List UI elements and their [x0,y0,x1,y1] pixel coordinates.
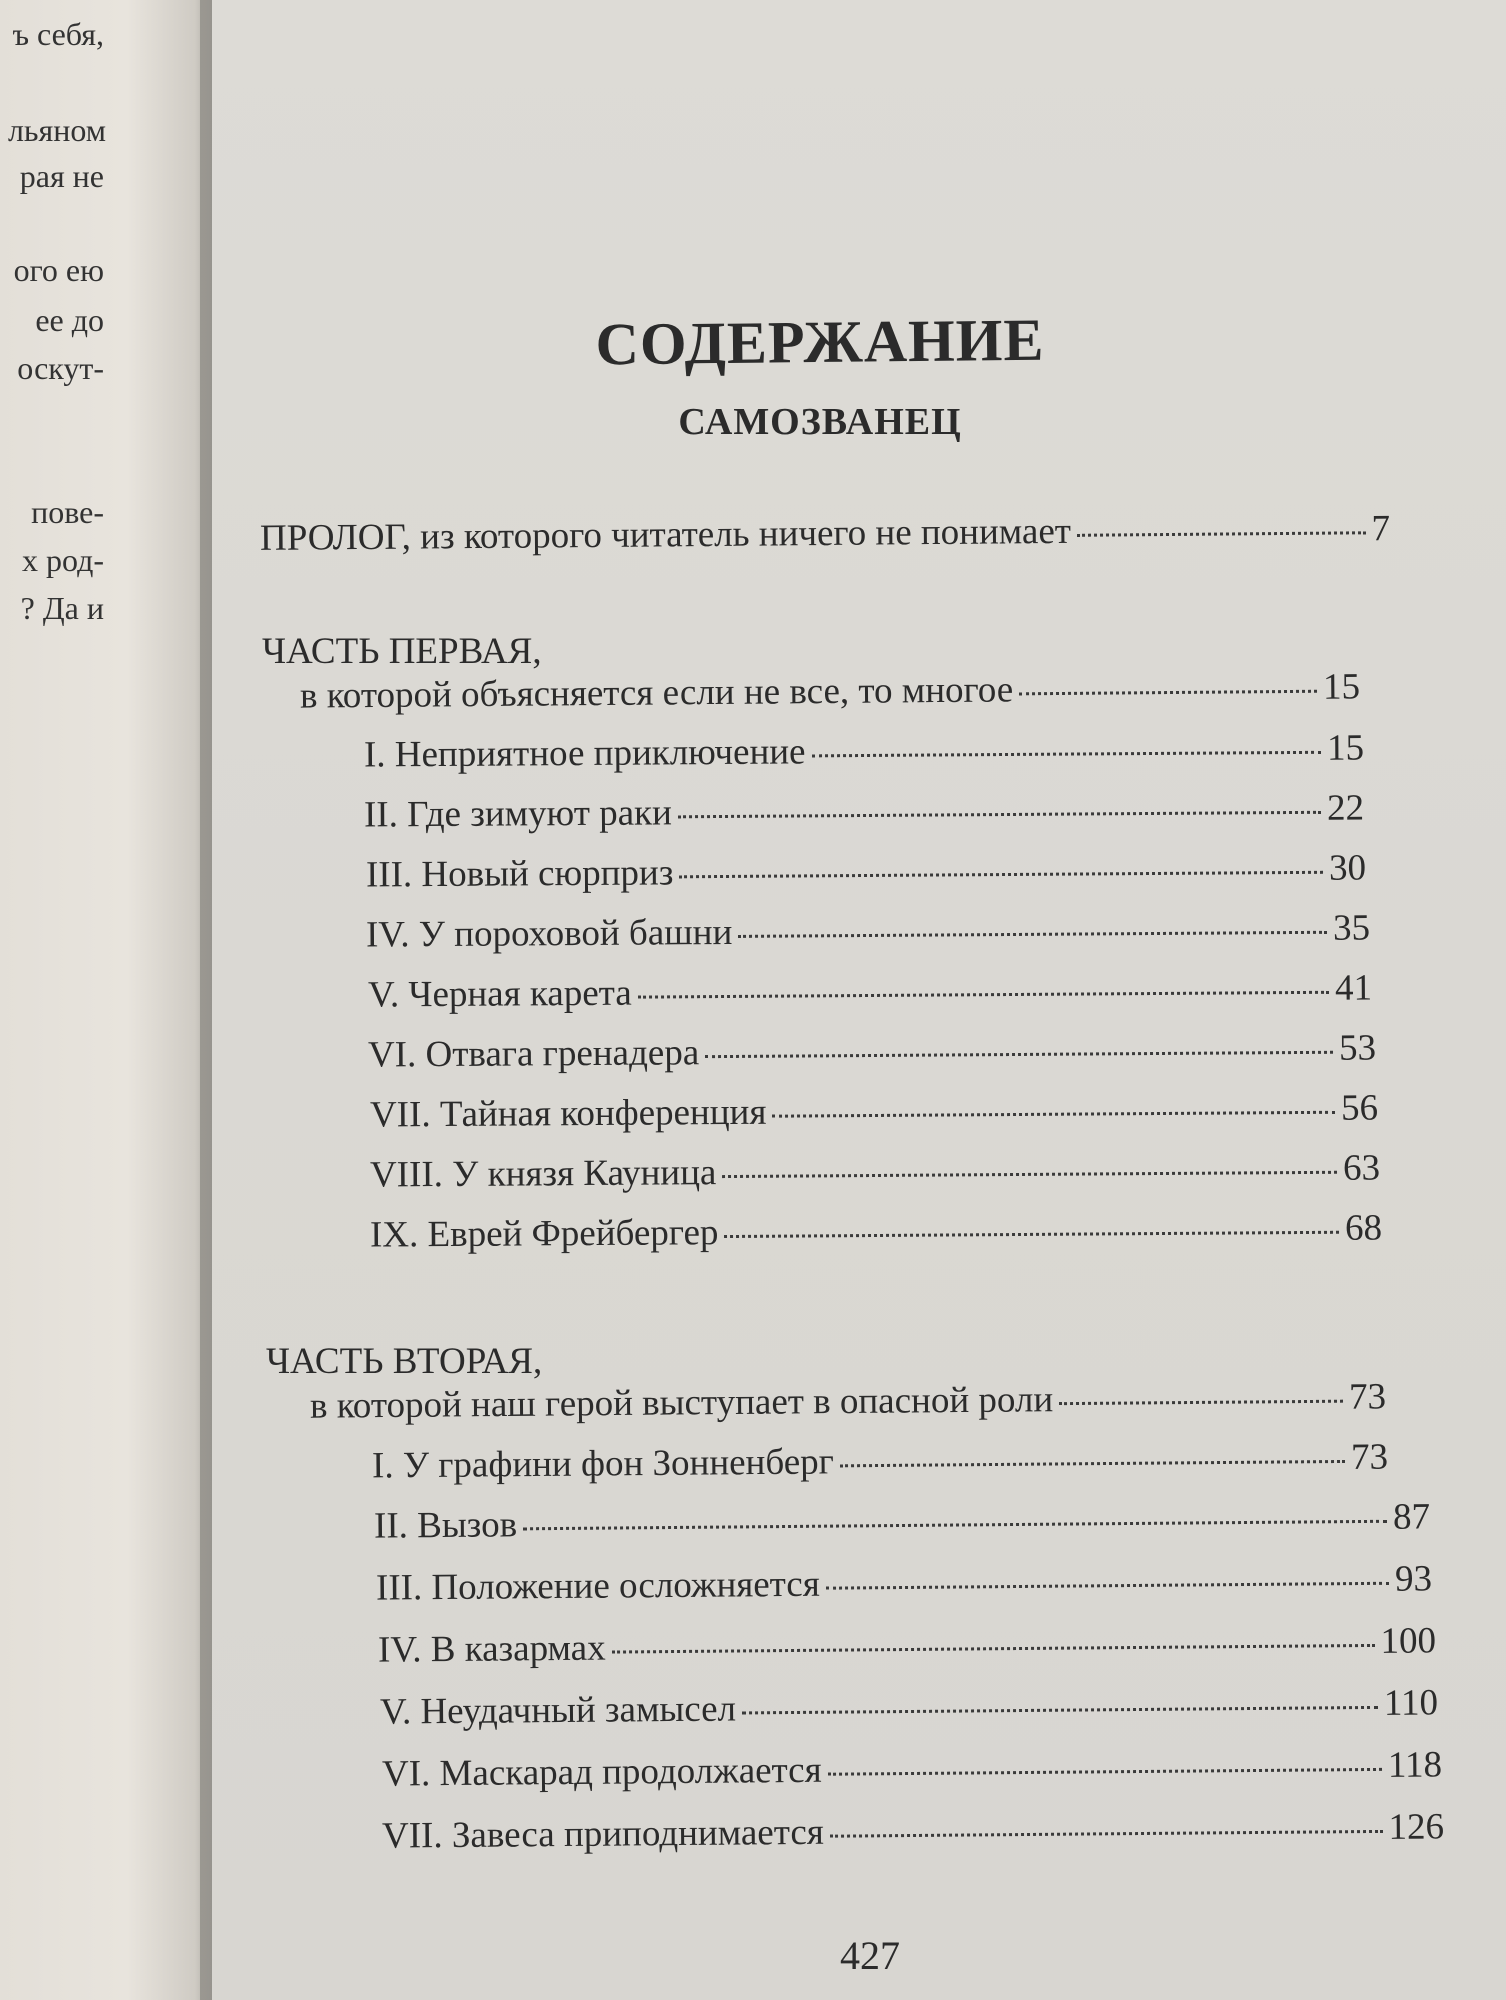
toc-entry-label: в которой объясняется если не все, то многое [299,669,1014,717]
dot-leader [1019,690,1317,696]
toc-entry-page: 53 [1338,1027,1377,1069]
toc-entry-page: 68 [1344,1207,1383,1249]
toc-entry-page: 73 [1348,1376,1387,1418]
toc-entry-chapter [372,1436,1388,1488]
dot-leader [812,751,1321,758]
dot-leader [724,1231,1339,1238]
toc-entry-page: 110 [1383,1682,1439,1724]
dot-leader [840,1460,1345,1467]
toc-entry-page: 126 [1388,1806,1445,1848]
dot-leader [612,1644,1375,1654]
toc-entry-chapter [374,1495,1430,1547]
dot-leader [826,1582,1389,1590]
toc-entry-page: 35 [1332,907,1371,949]
left-page-line: льяном [7,112,106,148]
dot-leader [1077,531,1366,537]
dot-leader [742,1706,1378,1715]
toc-entry-page: 41 [1334,967,1373,1009]
toc-entry-label: I. Неприятное приключение [363,731,806,776]
toc-entry-label: VI. Отвага гренадера [367,1032,700,1076]
toc-entry-page: 87 [1392,1496,1431,1538]
toc-entry-label: ПРОЛОГ, из которого читатель ничего не понимает [259,510,1072,559]
toc-entry-page: 30 [1328,847,1367,889]
dot-leader [523,1520,1387,1531]
dot-leader [828,1768,1382,1776]
toc-entry-chapter [380,1681,1438,1733]
toc-entry-chapter [370,1086,1378,1136]
book-title: САМОЗВАНЕЦ [678,401,962,443]
toc-entry-label: VII. Тайная конференция [369,1091,767,1136]
toc-entry-chapter [364,787,1364,837]
toc-entry-chapter [376,1557,1432,1609]
toc-entry-chapter [366,847,1366,897]
toc-entry-label: IV. В казармах [377,1627,606,1671]
left-page-line: пове- [31,494,104,530]
toc-entry-page: 118 [1387,1744,1443,1786]
toc-entry-page: 56 [1340,1087,1379,1129]
left-page-line: оскут- [17,350,104,386]
toc-entry-chapter [366,906,1370,956]
toc-entry-label: III. Новый сюрприз [365,852,674,896]
dot-leader [830,1830,1383,1838]
toc-heading: СОДЕРЖАНИЕ [595,306,1045,378]
part-heading: ЧАСТЬ ВТОРАЯ, [266,1341,543,1382]
left-page-line: ее до [35,302,104,338]
toc-entry-chapter [370,1206,1382,1256]
toc-entry-label: VII. Завеса приподнимается [381,1811,824,1857]
toc-entry-label: IV. У пороховой башни [365,911,733,956]
left-page-line: х род- [21,542,104,578]
left-page [0,0,212,2000]
toc-entry-label: VI. Маскарад продолжается [381,1749,822,1795]
toc-entry-chapter [368,1026,1376,1076]
toc-entry-page: 22 [1326,787,1365,829]
dot-leader [722,1171,1337,1178]
dot-leader [1059,1400,1343,1405]
toc-entry-label: в которой наш герой выступает в опасной роли [309,1379,1054,1427]
toc-entry-chapter [370,1146,1380,1196]
toc-entry-label: V. Неудачный замысел [379,1688,737,1733]
left-page-line: ъ себя, [12,16,104,52]
dot-leader [772,1111,1335,1118]
toc-entry-chapter [378,1619,1436,1671]
left-page-line: ого ею [13,252,104,288]
dot-leader [738,931,1327,938]
toc-entry-page: 63 [1342,1147,1381,1189]
dot-leader [678,811,1321,818]
toc-entry-label: IX. Еврей Фрейбергер [369,1212,719,1256]
part-heading: ЧАСТЬ ПЕРВАЯ, [262,631,542,672]
dot-leader [679,871,1323,878]
toc-entry-label: V. Черная карета [367,972,632,1016]
toc-entry-page: 15 [1322,666,1361,708]
page-number: 427 [840,1933,900,1978]
dot-leader [705,1051,1333,1058]
toc-entry-chapter [364,727,1364,777]
toc-entry-page: 100 [1380,1620,1437,1662]
toc-entry-label: II. Вызов [373,1504,518,1547]
toc-entry-page: 73 [1350,1436,1389,1478]
toc-entry-label: III. Положение осложняется [375,1563,820,1609]
left-page-line: ? Да и [20,590,104,626]
left-page-line: рая не [19,158,104,194]
toc-entry-label: II. Где зимуют раки [363,792,673,836]
toc-entry-chapter [368,966,1372,1016]
toc-entry-page: 93 [1394,1558,1433,1600]
toc-entry-label: VIII. У князя Кауница [369,1152,717,1196]
dot-leader [638,991,1329,999]
toc-entry-label: I. У графини фон Зонненберг [371,1441,835,1487]
toc-entry-page: 7 [1371,508,1391,550]
toc-entry-page: 15 [1326,727,1365,769]
